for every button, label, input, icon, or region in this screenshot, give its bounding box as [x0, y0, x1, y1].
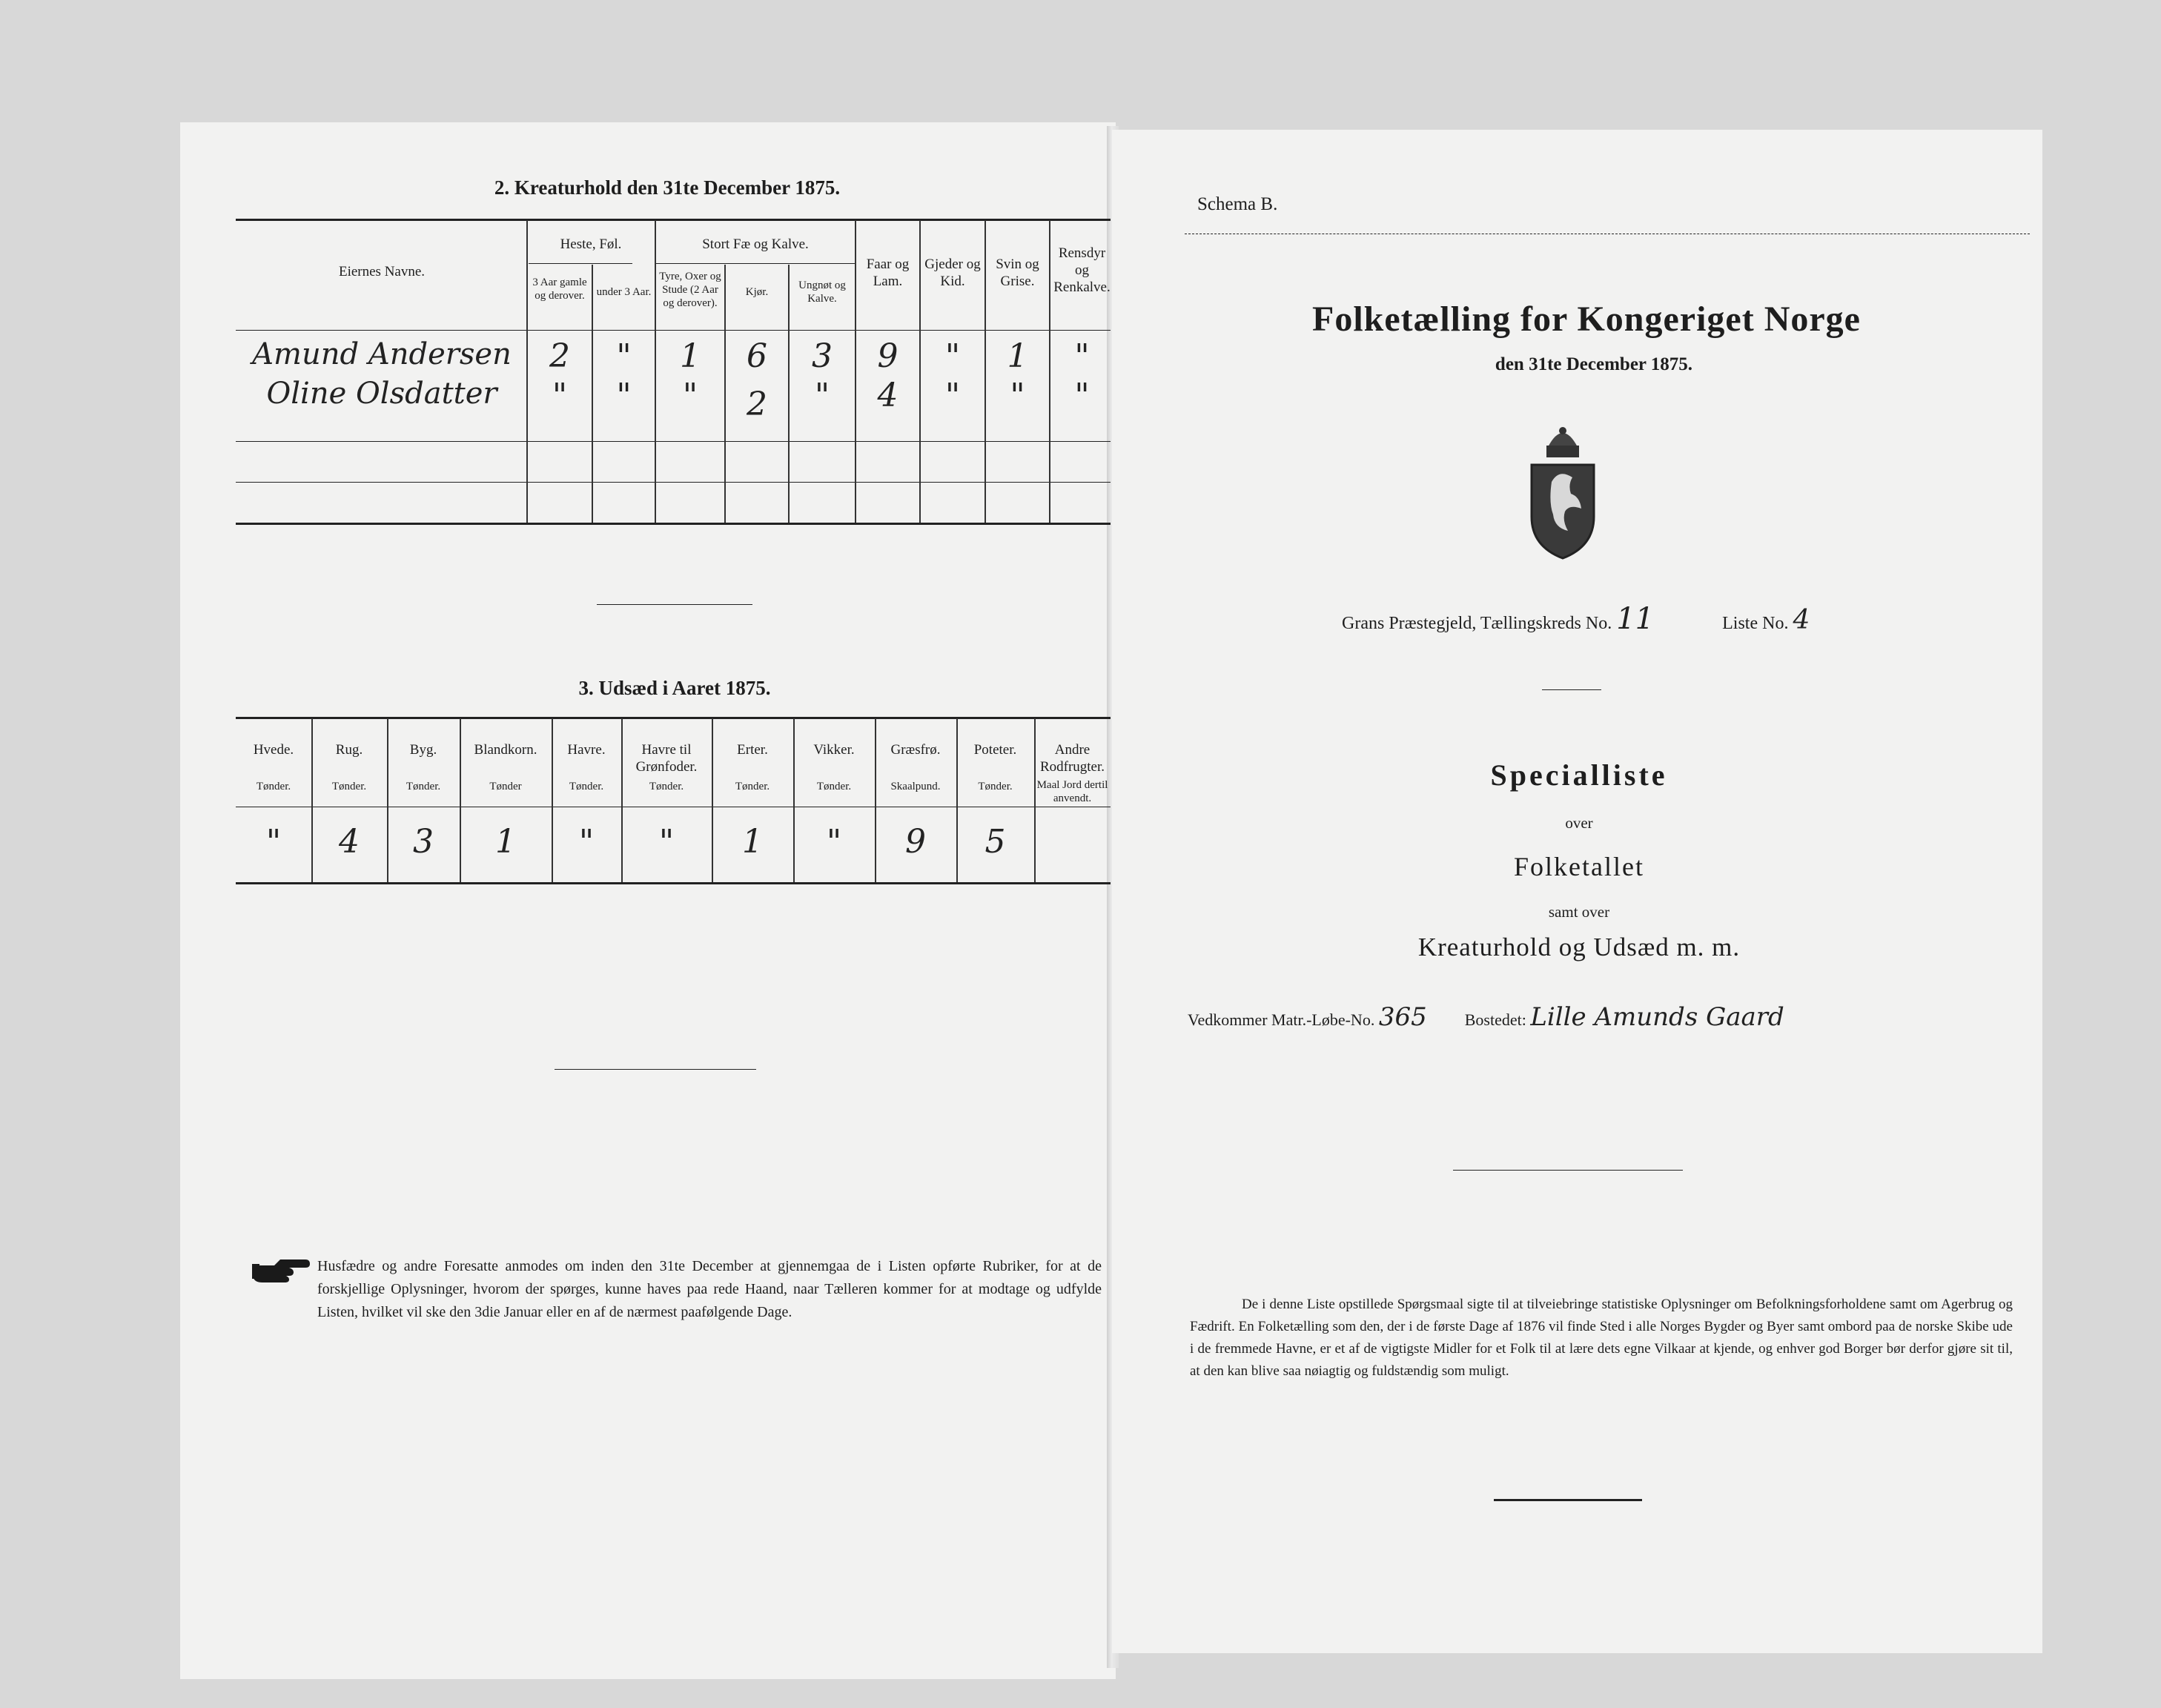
- district-number: 11: [1616, 602, 1655, 636]
- over-label: over: [1565, 814, 1593, 832]
- notice-text: Husfædre og andre Foresatte anmodes om inden den 31te December at gjennemgaa de i Listen opførte Rubriker, for at de forskjellige Oplysninger, hvorom der spørges, kunne haves paa rede Haand, naar Tælleren kommer for at modtage og udfylde Listen, hvilket vil ske den 3die Januar eller en af de nærmest paafølgende Dage.: [317, 1258, 1102, 1320]
- seed-table-top: [236, 717, 1111, 719]
- seed-header-unit: Tønder.: [331, 781, 367, 792]
- seed-table-bottom: [236, 882, 1111, 884]
- seed-header-unit: Tønder.: [649, 781, 684, 792]
- separator-rule: [597, 604, 752, 605]
- kreaturhold-heading: Kreaturhold og Udsæd m. m.: [1417, 933, 1741, 961]
- specialliste-heading: Specialliste: [1490, 758, 1668, 792]
- seed-header-unit: Tønder.: [406, 781, 441, 792]
- stort-subheader-line: [656, 263, 855, 264]
- header-stort-sub1: Tyre, Oxer og Stude (2 Aar og derover).: [659, 271, 721, 309]
- bosted-value: Lille Amunds Gaard: [1530, 1002, 1784, 1032]
- header-stort-sub3: Ungnøt og Kalve.: [798, 279, 846, 305]
- seed-value: ": [265, 823, 282, 861]
- cell-value: 3: [812, 337, 833, 375]
- matr-number: 365: [1378, 1002, 1427, 1032]
- cell-value: ": [616, 377, 632, 414]
- seed-value: 1: [495, 823, 516, 861]
- header-rensdyr: Rensdyr og Renkalve.: [1053, 245, 1111, 295]
- section3-title: 3. Udsæd i Aaret 1875.: [578, 677, 771, 699]
- seed-header-unit: Tønder: [489, 781, 522, 792]
- cell-value: 2: [747, 385, 767, 423]
- seed-header-name: Havre til Grønfoder.: [635, 742, 698, 775]
- seed-header-unit: Tønder.: [569, 781, 604, 792]
- header-owner: Eiernes Navne.: [338, 264, 426, 279]
- seed-header-unit: Tønder.: [735, 781, 770, 792]
- cell-value: ": [1074, 377, 1090, 414]
- header-svin: Svin og Grise.: [996, 256, 1039, 289]
- header-stort-sub2: Kjør.: [745, 286, 769, 298]
- folketallet-heading: Folketallet: [1514, 852, 1644, 881]
- short-rule: [1542, 689, 1601, 690]
- livestock-table-bottom: [236, 523, 1111, 525]
- seed-header-name: Hvede.: [253, 742, 294, 758]
- seed-value: 5: [984, 823, 1006, 861]
- cell-value: 4: [877, 377, 899, 414]
- pointing-hand-icon: [252, 1255, 311, 1285]
- seed-header-name: Byg.: [409, 742, 437, 758]
- cell-value: ": [1010, 377, 1025, 414]
- samt-over-label: samt over: [1548, 903, 1610, 921]
- seed-header-name: Vikker.: [813, 742, 855, 758]
- heste-subheader-line: [529, 263, 632, 264]
- seed-value: ": [658, 823, 675, 861]
- census-date: den 31te December 1875.: [1495, 354, 1693, 374]
- seed-value: 3: [413, 823, 434, 861]
- cell-value: ": [814, 377, 830, 414]
- seed-value: 1: [742, 823, 763, 861]
- cell-value: ": [682, 377, 698, 414]
- cell-value: ": [944, 337, 961, 375]
- seed-header-name: Erter.: [737, 742, 768, 758]
- header-faar: Faar og Lam.: [866, 256, 910, 289]
- separator-rule: [555, 1069, 756, 1070]
- seed-header-unit: Skaalpund.: [890, 781, 941, 792]
- closing-rule: [1494, 1499, 1642, 1501]
- seed-value: 9: [905, 823, 926, 861]
- seed-header-unit: Tønder.: [978, 781, 1013, 792]
- livestock-header-bottom: [236, 330, 1111, 331]
- header-heste: Heste, Føl.: [560, 236, 622, 252]
- seed-value: ": [826, 823, 842, 861]
- livestock-row-line: [236, 441, 1111, 442]
- cell-value: 6: [747, 337, 767, 375]
- schema-label: Schema B.: [1197, 194, 1278, 214]
- owner-name: Oline Olsdatter: [266, 377, 497, 411]
- livestock-table-top: [236, 219, 1111, 221]
- seed-header-unit: Tønder.: [256, 781, 291, 792]
- cell-value: ": [1074, 337, 1090, 375]
- seed-header-name: Rug.: [335, 742, 363, 758]
- footer-text: De i denne Liste opstillede Spørgsmaal sigte til at tilveiebringe statistiske Oplysninger om Befolkningsforholdene samt om Agerbrug og Fædrift. En Folketælling som den, der i de første Dage af 1876 vil finde Sted i alle Norges Bygder og Byer samt ombord paa de norske Skibe ude i de fremmede Havne, er et af de vigtigste Midler for et Folk til at lære dets egne Vilkaar at kjende, og enhver god Borger bør derfor gjøre sit til, at den kan blive saa nøiagtig og fuldstændig som muligt.: [1190, 1297, 2013, 1379]
- seed-header-name: Blandkorn.: [474, 742, 537, 758]
- seed-header-name: Poteter.: [973, 742, 1017, 758]
- parish-line: [1342, 602, 1846, 636]
- header-gjeder: Gjeder og Kid.: [924, 256, 981, 289]
- matr-label: Vedkommer Matr.-Løbe-No.: [1188, 1010, 1375, 1029]
- seed-header-name: Andre Rodfrugter.: [1039, 742, 1105, 775]
- cell-value: 9: [877, 337, 899, 375]
- bosted-label: Bostedet:: [1464, 1010, 1526, 1029]
- separator-rule: [1453, 1170, 1683, 1171]
- parish-label: Grans Præstegjeld, Tællingskreds No.: [1342, 614, 1612, 633]
- seed-header-unit: Maal Jord dertil anvendt.: [1036, 779, 1108, 804]
- list-label: Liste No.: [1722, 614, 1789, 633]
- matrikkel-line: [1188, 1002, 2025, 1032]
- header-stort: Stort Fæ og Kalve.: [702, 236, 809, 252]
- cell-value: ": [552, 377, 568, 414]
- seed-header-name: Græsfrø.: [890, 742, 941, 758]
- seed-value: ": [578, 823, 595, 861]
- coat-of-arms-icon: [1518, 419, 1607, 560]
- cell-value: 1: [680, 337, 701, 375]
- owner-name: Amund Andersen: [252, 337, 512, 371]
- header-heste-sub1: 3 Aar gamle og derover.: [532, 277, 587, 302]
- section2-title: 2. Kreaturhold den 31te December 1875.: [494, 176, 841, 199]
- livestock-row-line: [236, 482, 1111, 483]
- cell-value: 2: [549, 337, 570, 375]
- header-heste-sub2: under 3 Aar.: [596, 286, 652, 298]
- seed-value: 4: [339, 823, 360, 861]
- list-number: 4: [1793, 605, 1810, 635]
- seed-header-unit: Tønder.: [816, 781, 852, 792]
- seed-header-name: Havre.: [567, 742, 606, 758]
- cell-value: 1: [1007, 337, 1028, 375]
- cell-value: ": [616, 337, 632, 375]
- main-title: Folketælling for Kongeriget Norge: [1312, 299, 1861, 339]
- cell-value: ": [944, 377, 961, 414]
